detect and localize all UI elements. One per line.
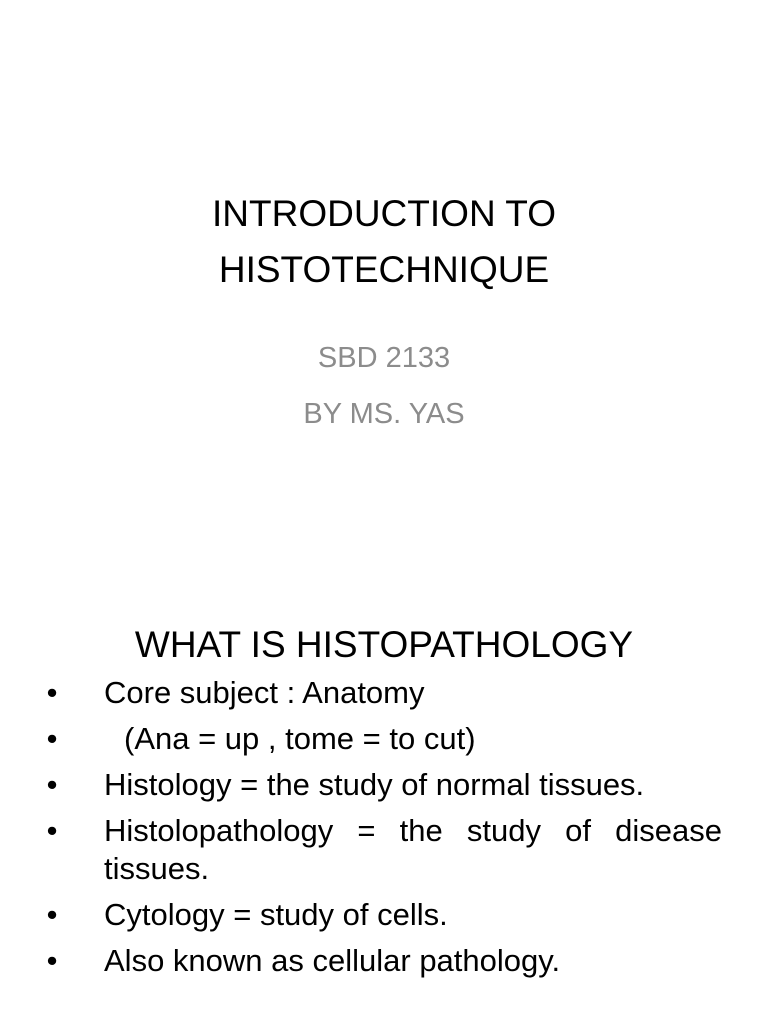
bullet-list <box>40 674 722 988</box>
bullet-text: Histolopathology = the study of disease tissues. <box>104 813 722 886</box>
slide-title <box>0 186 768 298</box>
slide-title-line-2: HISTOTECHNIQUE <box>218 249 550 290</box>
content-slide <box>0 576 768 1024</box>
bullet-icon: • <box>46 897 58 932</box>
bullet-icon: • <box>46 721 58 756</box>
bullet-text: Also known as cellular pathology. <box>104 943 561 978</box>
bullet-text: (Ana = up , tome = to cut) <box>124 721 476 756</box>
bullet-text: Cytology = study of cells. <box>104 897 448 932</box>
list-item <box>40 812 722 888</box>
bullet-icon: • <box>46 813 58 848</box>
course-code: SBD 2133 <box>317 342 451 374</box>
bullet-text: Core subject : Anatomy <box>104 675 425 710</box>
bullet-text: Histology = the study of normal tissues. <box>104 767 645 802</box>
presenter-name: BY MS. YAS <box>303 398 465 430</box>
list-item <box>40 896 722 934</box>
list-item <box>40 766 722 804</box>
bullet-icon: • <box>46 675 58 710</box>
slide-subtitle <box>0 330 768 442</box>
bullet-icon: • <box>46 943 58 978</box>
slide-title: WHAT IS HISTOPATHOLOGY <box>134 624 634 665</box>
bullet-icon: • <box>46 767 58 802</box>
list-item <box>40 720 722 758</box>
list-item <box>40 942 722 980</box>
slide-title-line-1: INTRODUCTION TO <box>212 193 556 234</box>
list-item <box>40 674 722 712</box>
